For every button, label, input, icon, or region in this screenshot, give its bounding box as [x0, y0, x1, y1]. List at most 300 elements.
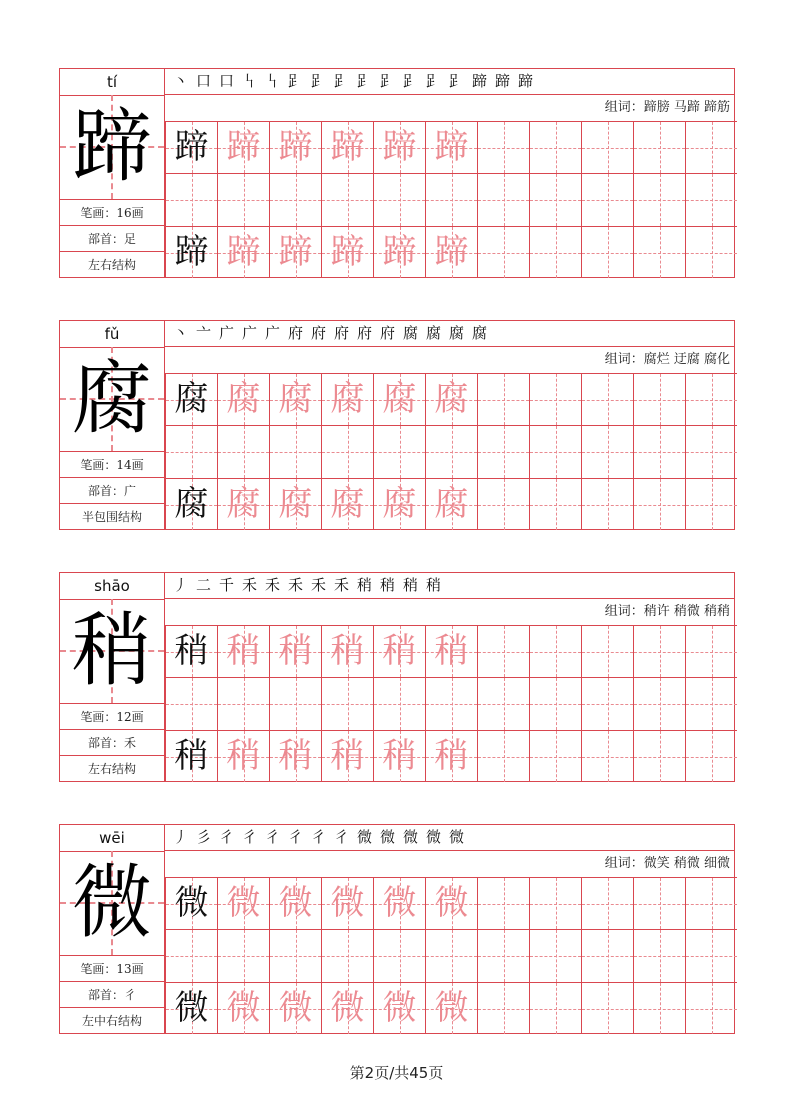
practice-area [165, 321, 734, 529]
practice-cell[interactable] [269, 425, 321, 478]
practice-cell[interactable] [581, 478, 633, 530]
trace-character: 微 [226, 988, 261, 1028]
pinyin: wēi [60, 825, 164, 852]
practice-cell[interactable] [269, 625, 321, 677]
practice-cell[interactable] [217, 982, 269, 1034]
trace-character: 腐 [434, 379, 469, 419]
practice-cell[interactable] [321, 929, 373, 982]
structure: 左右结构 [87, 762, 136, 776]
guide-line [530, 400, 581, 401]
pinyin: fǔ [60, 321, 164, 348]
practice-cell[interactable] [321, 625, 373, 677]
trace-character: 腐 [226, 484, 261, 524]
practice-cell[interactable] [425, 982, 477, 1034]
stroke-step: 𧾷 [287, 72, 303, 90]
character-info-panel [60, 69, 165, 277]
guide-line [686, 652, 737, 653]
practice-cell[interactable] [321, 373, 373, 425]
model-character: 稍 [174, 736, 209, 776]
guide-line [218, 452, 269, 453]
guide-line [322, 956, 373, 957]
practice-cell[interactable] [269, 478, 321, 530]
guide-line [374, 200, 425, 201]
guide-line [530, 148, 581, 149]
practice-cell[interactable] [425, 677, 477, 730]
trace-character: 腐 [330, 379, 365, 419]
guide-line [634, 956, 685, 957]
practice-cell[interactable] [633, 478, 685, 530]
guide-line [478, 452, 529, 453]
practice-cell[interactable] [217, 173, 269, 226]
stroke-step: 禾 [287, 576, 303, 594]
practice-cell[interactable] [581, 982, 633, 1034]
practice-cell[interactable] [425, 226, 477, 278]
stroke-count: 笔画：12画 [60, 704, 164, 730]
guide-line [582, 400, 633, 401]
practice-cell[interactable] [165, 173, 217, 226]
guide-line [478, 253, 529, 254]
practice-cell[interactable] [685, 373, 737, 425]
practice-cell[interactable] [477, 373, 529, 425]
stroke-step: 二 [195, 576, 211, 594]
guide-line [634, 652, 685, 653]
practice-cell[interactable] [321, 478, 373, 530]
trace-character: 稍 [226, 631, 261, 671]
practice-cell[interactable] [529, 929, 581, 982]
practice-cell[interactable] [685, 121, 737, 173]
practice-cell[interactable] [633, 877, 685, 929]
stroke-step: 府 [356, 324, 372, 342]
practice-cell[interactable] [529, 478, 581, 530]
guide-line [478, 956, 529, 957]
practice-cell[interactable] [373, 226, 425, 278]
guide-line [426, 956, 477, 957]
practice-cell[interactable] [685, 226, 737, 278]
stroke-step: 𧾷 [379, 72, 395, 90]
guide-line [530, 704, 581, 705]
guide-line [270, 704, 321, 705]
practice-cell[interactable] [529, 425, 581, 478]
pinyin: shāo [60, 573, 164, 600]
guide-line [634, 148, 685, 149]
practice-cell[interactable] [529, 677, 581, 730]
guide-line [478, 704, 529, 705]
stroke-step: 微 [356, 828, 372, 846]
practice-cell[interactable] [477, 478, 529, 530]
guide-line [218, 956, 269, 957]
practice-cell[interactable] [633, 121, 685, 173]
large-character-box [60, 347, 164, 452]
guide-line [478, 904, 529, 905]
practice-cell[interactable] [685, 929, 737, 982]
structure: 半包围结构 [81, 510, 142, 524]
practice-cell[interactable] [165, 730, 217, 782]
trace-character: 稍 [278, 631, 313, 671]
practice-cell[interactable] [529, 730, 581, 782]
guide-line [530, 904, 581, 905]
guide-line [374, 704, 425, 705]
practice-cell[interactable] [685, 677, 737, 730]
trace-character: 稍 [226, 736, 261, 776]
practice-cell[interactable] [321, 173, 373, 226]
practice-cell[interactable] [477, 982, 529, 1034]
stroke-step: 府 [310, 324, 326, 342]
character-block [59, 320, 735, 530]
guide-line [634, 505, 685, 506]
guide-line [686, 757, 737, 758]
practice-cell[interactable] [477, 625, 529, 677]
practice-cell[interactable] [633, 625, 685, 677]
stroke-step: 府 [333, 324, 349, 342]
stroke-step: 微 [379, 828, 395, 846]
trace-character: 腐 [226, 379, 261, 419]
trace-character: 稍 [330, 631, 365, 671]
trace-character: 腐 [434, 484, 469, 524]
practice-cell[interactable] [581, 373, 633, 425]
practice-cell[interactable] [269, 730, 321, 782]
stroke-step: 府 [287, 324, 303, 342]
stroke-step: 腐 [425, 324, 441, 342]
guide-line [478, 148, 529, 149]
practice-cell[interactable] [529, 625, 581, 677]
guide-line [166, 452, 217, 453]
trace-character: 稍 [382, 631, 417, 671]
guide-line [634, 253, 685, 254]
guide-line [686, 904, 737, 905]
practice-cell[interactable] [321, 877, 373, 929]
guide-line [686, 253, 737, 254]
stroke-step: 微 [402, 828, 418, 846]
guide-line [478, 1009, 529, 1010]
stroke-step: 禾 [310, 576, 326, 594]
trace-character: 微 [434, 883, 469, 923]
trace-character: 稍 [434, 736, 469, 776]
model-character: 蹄 [174, 232, 209, 272]
practice-cell[interactable] [165, 226, 217, 278]
stroke-order [165, 825, 734, 851]
practice-cell[interactable] [217, 730, 269, 782]
trace-character: 蹄 [226, 232, 261, 272]
practice-cell[interactable] [685, 877, 737, 929]
practice-cell[interactable] [529, 121, 581, 173]
practice-cell[interactable] [321, 425, 373, 478]
practice-cell[interactable] [633, 677, 685, 730]
practice-cell[interactable] [217, 226, 269, 278]
trace-character: 稍 [330, 736, 365, 776]
practice-cell[interactable] [425, 478, 477, 530]
guide-line [686, 148, 737, 149]
guide-line [582, 1009, 633, 1010]
large-character-box [60, 851, 164, 956]
practice-cell[interactable] [633, 173, 685, 226]
practice-cell[interactable] [425, 929, 477, 982]
stroke-step: 𧾷 [425, 72, 441, 90]
guide-line [530, 452, 581, 453]
stroke-step: 禾 [241, 576, 257, 594]
practice-cell[interactable] [529, 373, 581, 425]
practice-grid [165, 625, 734, 782]
guide-line [686, 1009, 737, 1010]
practice-cell[interactable] [373, 677, 425, 730]
guide-line [218, 704, 269, 705]
guide-line [634, 757, 685, 758]
guide-line [270, 452, 321, 453]
guide-line [270, 956, 321, 957]
practice-cell[interactable] [269, 677, 321, 730]
practice-cell[interactable] [477, 929, 529, 982]
stroke-step: 蹄 [471, 72, 487, 90]
practice-cell[interactable] [217, 677, 269, 730]
practice-cell[interactable] [685, 730, 737, 782]
model-character: 腐 [174, 484, 209, 524]
trace-character: 稍 [278, 736, 313, 776]
stroke-step: 禾 [333, 576, 349, 594]
practice-cell[interactable] [269, 982, 321, 1034]
practice-cell[interactable] [425, 877, 477, 929]
practice-cell[interactable] [425, 173, 477, 226]
stroke-count: 笔画：16画 [60, 200, 164, 226]
practice-cell[interactable] [373, 877, 425, 929]
large-character-box [60, 599, 164, 704]
practice-cell[interactable] [633, 929, 685, 982]
practice-cell[interactable] [373, 373, 425, 425]
practice-cell[interactable] [477, 226, 529, 278]
stroke-step: 广 [241, 324, 257, 342]
practice-cell[interactable] [373, 478, 425, 530]
practice-cell[interactable] [581, 677, 633, 730]
practice-cell[interactable] [165, 877, 217, 929]
practice-cell[interactable] [685, 478, 737, 530]
practice-cell[interactable] [529, 173, 581, 226]
stroke-step: 𧾷 [448, 72, 464, 90]
practice-cell[interactable] [321, 677, 373, 730]
stroke-step: 丿 [172, 828, 188, 846]
practice-cell[interactable] [165, 121, 217, 173]
practice-cell[interactable] [373, 173, 425, 226]
trace-character: 腐 [330, 484, 365, 524]
trace-character: 微 [382, 988, 417, 1028]
large-character: 微 [72, 856, 152, 949]
stroke-step: 微 [425, 828, 441, 846]
trace-character: 蹄 [382, 127, 417, 167]
trace-character: 腐 [278, 484, 313, 524]
word-examples: 组词：腐烂 迂腐 腐化 [604, 352, 730, 367]
practice-cell[interactable] [165, 625, 217, 677]
practice-cell[interactable] [425, 373, 477, 425]
practice-cell[interactable] [633, 425, 685, 478]
practice-cell[interactable] [269, 121, 321, 173]
stroke-step: 蹄 [494, 72, 510, 90]
page-number: 第2页/共45页 [349, 1064, 444, 1082]
practice-cell[interactable] [217, 373, 269, 425]
guide-line [530, 757, 581, 758]
stroke-order [165, 69, 734, 95]
stroke-step: 口 [218, 72, 234, 90]
trace-character: 微 [434, 988, 469, 1028]
practice-cell[interactable] [685, 173, 737, 226]
trace-character: 蹄 [330, 127, 365, 167]
stroke-step: 彡 [195, 828, 211, 846]
practice-cell[interactable] [373, 982, 425, 1034]
guide-line [374, 452, 425, 453]
practice-cell[interactable] [581, 730, 633, 782]
stroke-order [165, 573, 734, 599]
stroke-step: 𠃑 [264, 72, 280, 90]
trace-character: 蹄 [434, 127, 469, 167]
practice-grid [165, 121, 734, 278]
guide-line [426, 452, 477, 453]
guide-line [686, 452, 737, 453]
practice-cell[interactable] [633, 226, 685, 278]
trace-character: 微 [330, 988, 365, 1028]
practice-cell[interactable] [373, 625, 425, 677]
practice-cell[interactable] [581, 877, 633, 929]
practice-cell[interactable] [581, 121, 633, 173]
stroke-step: 𠃑 [241, 72, 257, 90]
guide-line [686, 704, 737, 705]
stroke-step: 稍 [379, 576, 395, 594]
practice-cell[interactable] [633, 730, 685, 782]
stroke-step: 丶 [172, 324, 188, 342]
practice-cell[interactable] [685, 625, 737, 677]
guide-line [322, 704, 373, 705]
guide-line [634, 400, 685, 401]
stroke-step: 丿 [172, 576, 188, 594]
practice-cell[interactable] [581, 929, 633, 982]
guide-line [582, 200, 633, 201]
guide-line [478, 652, 529, 653]
stroke-step: 蹄 [517, 72, 533, 90]
practice-cell[interactable] [165, 677, 217, 730]
guide-line [322, 452, 373, 453]
practice-cell[interactable] [477, 173, 529, 226]
stroke-step: 彳 [264, 828, 280, 846]
practice-area [165, 69, 734, 277]
radical: 部首：广 [60, 478, 164, 504]
stroke-step: 彳 [333, 828, 349, 846]
practice-cell[interactable] [269, 173, 321, 226]
stroke-step: 𧾷 [402, 72, 418, 90]
practice-cell[interactable] [217, 929, 269, 982]
large-character: 蹄 [72, 100, 152, 193]
stroke-order [165, 321, 734, 347]
large-character: 稍 [72, 604, 152, 697]
guide-line [166, 704, 217, 705]
practice-cell[interactable] [165, 478, 217, 530]
practice-cell[interactable] [685, 425, 737, 478]
character-block [59, 572, 735, 782]
trace-character: 稍 [434, 631, 469, 671]
guide-line [530, 1009, 581, 1010]
practice-grid [165, 373, 734, 530]
stroke-step: 微 [448, 828, 464, 846]
radical: 部首：足 [60, 226, 164, 252]
character-block [59, 824, 735, 1034]
practice-cell[interactable] [217, 425, 269, 478]
practice-cell[interactable] [477, 121, 529, 173]
radical: 部首：禾 [60, 730, 164, 756]
practice-cell[interactable] [373, 730, 425, 782]
guide-line [582, 452, 633, 453]
practice-cell[interactable] [373, 121, 425, 173]
practice-cell[interactable] [477, 425, 529, 478]
stroke-step: 腐 [402, 324, 418, 342]
model-character: 稍 [174, 631, 209, 671]
practice-cell[interactable] [217, 877, 269, 929]
trace-character: 稍 [382, 736, 417, 776]
guide-line [530, 652, 581, 653]
character-info-panel [60, 825, 165, 1033]
guide-line [218, 200, 269, 201]
stroke-step: 口 [195, 72, 211, 90]
guide-line [530, 253, 581, 254]
practice-cell[interactable] [269, 226, 321, 278]
guide-line [582, 253, 633, 254]
practice-cell[interactable] [529, 226, 581, 278]
practice-cell[interactable] [425, 730, 477, 782]
practice-cell[interactable] [477, 730, 529, 782]
practice-cell[interactable] [269, 929, 321, 982]
practice-cell[interactable] [581, 625, 633, 677]
practice-cell[interactable] [165, 929, 217, 982]
guide-line [426, 200, 477, 201]
structure: 左右结构 [87, 258, 136, 272]
practice-cell[interactable] [477, 877, 529, 929]
stroke-step: 稍 [356, 576, 372, 594]
practice-cell[interactable] [321, 121, 373, 173]
practice-cell[interactable] [217, 478, 269, 530]
practice-cell[interactable] [269, 877, 321, 929]
guide-line [582, 956, 633, 957]
guide-line [686, 505, 737, 506]
practice-cell[interactable] [581, 173, 633, 226]
practice-cell[interactable] [321, 982, 373, 1034]
practice-cell[interactable] [217, 121, 269, 173]
practice-cell[interactable] [581, 425, 633, 478]
practice-cell[interactable] [165, 982, 217, 1034]
practice-cell[interactable] [217, 625, 269, 677]
stroke-step: 彳 [218, 828, 234, 846]
guide-line [478, 505, 529, 506]
character-info-panel [60, 321, 165, 529]
guide-line [166, 956, 217, 957]
practice-cell[interactable] [373, 929, 425, 982]
practice-cell[interactable] [685, 982, 737, 1034]
practice-cell[interactable] [425, 625, 477, 677]
practice-cell[interactable] [165, 425, 217, 478]
practice-cell[interactable] [321, 730, 373, 782]
practice-cell[interactable] [269, 373, 321, 425]
practice-cell[interactable] [529, 982, 581, 1034]
trace-character: 微 [382, 883, 417, 923]
word-examples: 组词：稍许 稍微 稍稍 [604, 604, 730, 619]
practice-cell[interactable] [633, 982, 685, 1034]
practice-cell[interactable] [477, 677, 529, 730]
character-info-panel [60, 573, 165, 781]
practice-cell[interactable] [425, 121, 477, 173]
practice-area [165, 825, 734, 1033]
practice-cell[interactable] [373, 425, 425, 478]
trace-character: 蹄 [278, 232, 313, 272]
large-character: 腐 [72, 352, 152, 445]
practice-cell[interactable] [633, 373, 685, 425]
practice-cell[interactable] [581, 226, 633, 278]
practice-cell[interactable] [529, 877, 581, 929]
stroke-step: 广 [218, 324, 234, 342]
practice-cell[interactable] [321, 226, 373, 278]
practice-cell[interactable] [425, 425, 477, 478]
practice-cell[interactable] [165, 373, 217, 425]
